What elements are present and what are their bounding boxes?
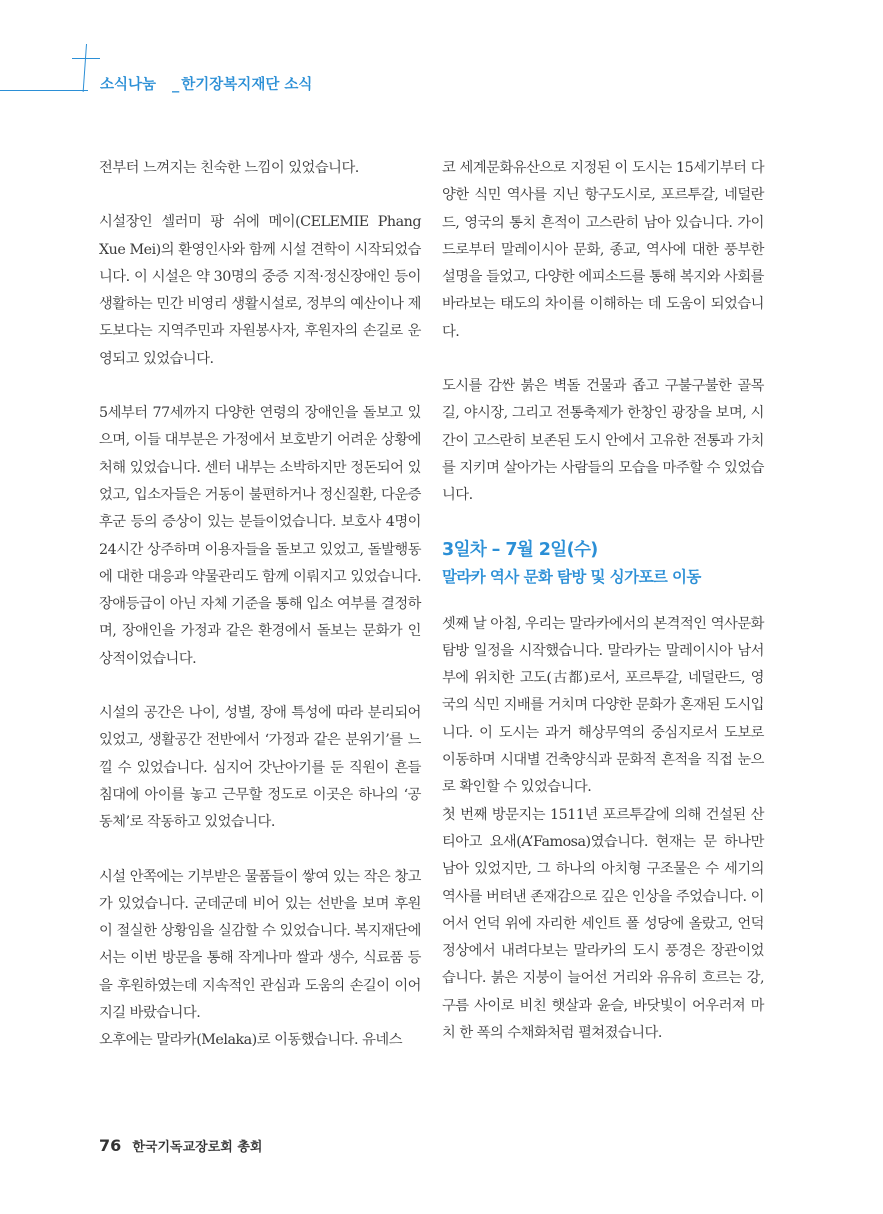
paragraph: 시설의 공간은 나이, 성별, 장애 특성에 따라 분리되어 있었고, 생활공간 전반에서 ‘가정과 같은 분위기’를 느낄 수 있었습니다. 심지어 갓난아기를 둔 직원이 흔들침대에 아이를 놓고 근무할 정도로 이곳은 하나의 ‘공동체’로 작동하고 있었습니다. [99,705,421,831]
header-rule [0,90,88,91]
paragraph: 첫 번째 방문지는 1511년 포르투갈에 의해 건설된 산티아고 요새(A’Famosa)였습니다. 현재는 문 하나만 남아 있었지만, 그 하나의 아치형 구조물은 수 세기의 역사를 버텨낸 존재감으로 깊은 인상을 주었습니다. 이어서 언덕 위에 자리한 세인트 폴 성당에 올랐고, 언덕 정상에서 내려다보는 말라카의 도시 풍경은 장관이었습니다. 붉은 지붕이 늘어선 거리와 유유히 흐르는 강, 구름 사이로 비친 햇살과 윤슬, 바닷빛이 어우러져 마치 한 폭의 수채화처럼 펼쳐졌습니다. [442,806,764,1042]
header-section: 소식나눔 [100,77,157,93]
header-subsection: 한기장복지재단 소식 [181,77,313,93]
page-number: 76 [99,1136,122,1155]
paragraph: 셋째 날 아침, 우리는 말라카에서의 본격적인 역사문화 탐방 일정을 시작했습니다. 말라카는 말레이시아 남서부에 위치한 고도(古都)로서, 포르투갈, 네덜란드, 영국의 식민 지배를 거치며 다양한 문화가 혼재된 도시입니다. 이 도시는 과거 해상무역의 중심지로서 도보로 이동하며 시대별 건축양식과 문화적 흔적을 직접 눈으로 확인할 수 있었습니다. [442,615,764,796]
paragraph: 시설장인 셀러미 팡 쉬에 메이(CELEMIE Phang Xue Mei)의 환영인사와 함께 시설 견학이 시작되었습니다. 이 시설은 약 30명의 중증 지적·정신장애인 등이 생활하는 민간 비영리 생활시설로, 정부의 예산이나 제도보다는 지역주민과 자원봉사자, 후원자의 손길로 운영되고 있었습니다. [99,214,421,367]
paragraph: 5세부터 77세까지 다양한 연령의 장애인을 돌보고 있으며, 이들 대부분은 가정에서 보호받기 어려운 상황에 처해 있었습니다. 센터 내부는 소박하지만 정돈되어 있었고, 입소자들은 거동이 불편하거나 정신질환, 다운증후군 등의 증상이 있는 분들이었습니다. 보호사 4명이 24시간 상주하며 이용자들을 돌보고 있었고, 돌발행동에 대한 대응과 약물관리도 함께 이뤄지고 있었습니다. 장애등급이 아닌 자체 기준을 통해 입소 여부를 결정하며, 장애인을 가정과 같은 환경에서 돌보는 문화가 인상적이었습니다. [99,405,421,667]
right-column [442,155,764,1047]
paragraph: 코 세계문화유산으로 지정된 이 도시는 15세기부터 다양한 식민 역사를 지닌 항구도시로, 포르투갈, 네덜란드, 영국의 통치 흔적이 고스란히 남아 있습니다. 가이드로부터 말레이시아 문화, 종교, 역사에 대한 풍부한 설명을 들었고, 다양한 에피소드를 통해 복지와 사회를 바라보는 태도의 차이를 이해하는 데 도움이 되었습니다. [442,160,764,340]
cross-icon-vertical [83,44,87,92]
section-subtitle: 말라카 역사 문화 탐방 및 싱가포르 이동 [442,567,701,586]
paragraph: 시설 안쪽에는 기부받은 물품들이 쌓여 있는 작은 창고가 있었습니다. 군데군데 비어 있는 선반을 보며 후원이 절실한 상황임을 실감할 수 있었습니다. 복지재단에서는 이번 방문을 통해 작게나마 쌀과 생수, 식료품 등을 후원하였는데 지속적인 관심과 도움의 손길이 이어지길 바랐습니다. [99,868,421,1022]
running-header [100,73,312,94]
cross-icon-horizontal [72,58,100,59]
paragraph: 오후에는 말라카(Melaka)로 이동했습니다. 유네스 [99,1032,402,1049]
paragraph: 도시를 감싼 붉은 벽돌 건물과 좁고 구불구불한 골목길, 야시장, 그리고 전통축제가 한창인 광장을 보며, 시간이 고스란히 보존된 도시 안에서 고유한 전통과 가치를 지키며 살아가는 사람들의 모습을 마주할 수 있었습니다. [442,378,764,504]
header-separator: _ [172,77,180,93]
page-footer [99,1136,262,1155]
paragraph: 전부터 느껴지는 친숙한 느낌이 있었습니다. [99,160,359,176]
publication-title: 한국기독교장로회 총회 [132,1140,263,1155]
left-column [99,155,421,1055]
section-title: 3일차 – 7월 2일(수) [442,539,598,560]
